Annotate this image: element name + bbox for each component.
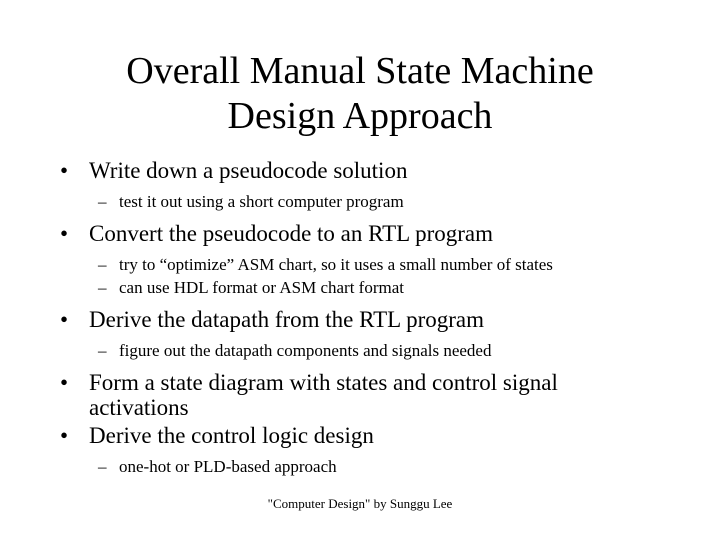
bullet-item: [60, 370, 700, 420]
sub-bullet-marker: –: [98, 457, 107, 476]
sub-bullet-item: [60, 253, 700, 276]
sub-bullet-text: one-hot or PLD-based approach: [119, 457, 337, 476]
bullet-item: [60, 423, 700, 448]
bullet-text: [89, 370, 700, 420]
bullet-text-line-2: activations: [89, 395, 189, 420]
bullet-text-line-1: Form a state diagram with states and control signal: [89, 370, 558, 395]
sub-bullet-text: figure out the datapath components and signals needed: [119, 341, 492, 360]
bullet-item: [60, 158, 700, 183]
bullet-text: Derive the datapath from the RTL program: [89, 307, 485, 332]
sub-bullet-marker: –: [98, 192, 107, 211]
bullet-item: [60, 221, 700, 246]
bullet-marker: •: [60, 307, 69, 332]
sub-bullet-text: test it out using a short computer program: [119, 192, 404, 211]
bullet-list: [60, 158, 700, 478]
sub-bullet-text: can use HDL format or ASM chart format: [119, 278, 404, 297]
slide-title-line-2: Design Approach: [227, 95, 493, 137]
sub-bullet-item: [60, 455, 700, 478]
bullet-text: Derive the control logic design: [89, 423, 374, 448]
bullet-marker: •: [60, 221, 69, 246]
bullet-marker: •: [60, 423, 69, 448]
bullet-marker: •: [60, 158, 69, 183]
bullet-marker: •: [60, 370, 69, 395]
bullet-text: Write down a pseudocode solution: [89, 158, 408, 183]
bullet-item: [60, 307, 700, 332]
slide-footer: "Computer Design" by Sunggu Lee: [267, 496, 453, 511]
bullet-text: Convert the pseudocode to an RTL program: [89, 221, 493, 246]
sub-bullet-item: [60, 190, 700, 213]
slide-title: [0, 49, 720, 139]
sub-bullet-marker: –: [98, 255, 107, 274]
slide-title-line-1: Overall Manual State Machine: [126, 50, 594, 92]
sub-bullet-marker: –: [98, 341, 107, 360]
sub-bullet-item: [60, 276, 700, 299]
sub-bullet-text: try to “optimize” ASM chart, so it uses a small number of states: [119, 255, 553, 274]
sub-bullet-marker: –: [98, 278, 107, 297]
sub-bullet-item: [60, 339, 700, 362]
